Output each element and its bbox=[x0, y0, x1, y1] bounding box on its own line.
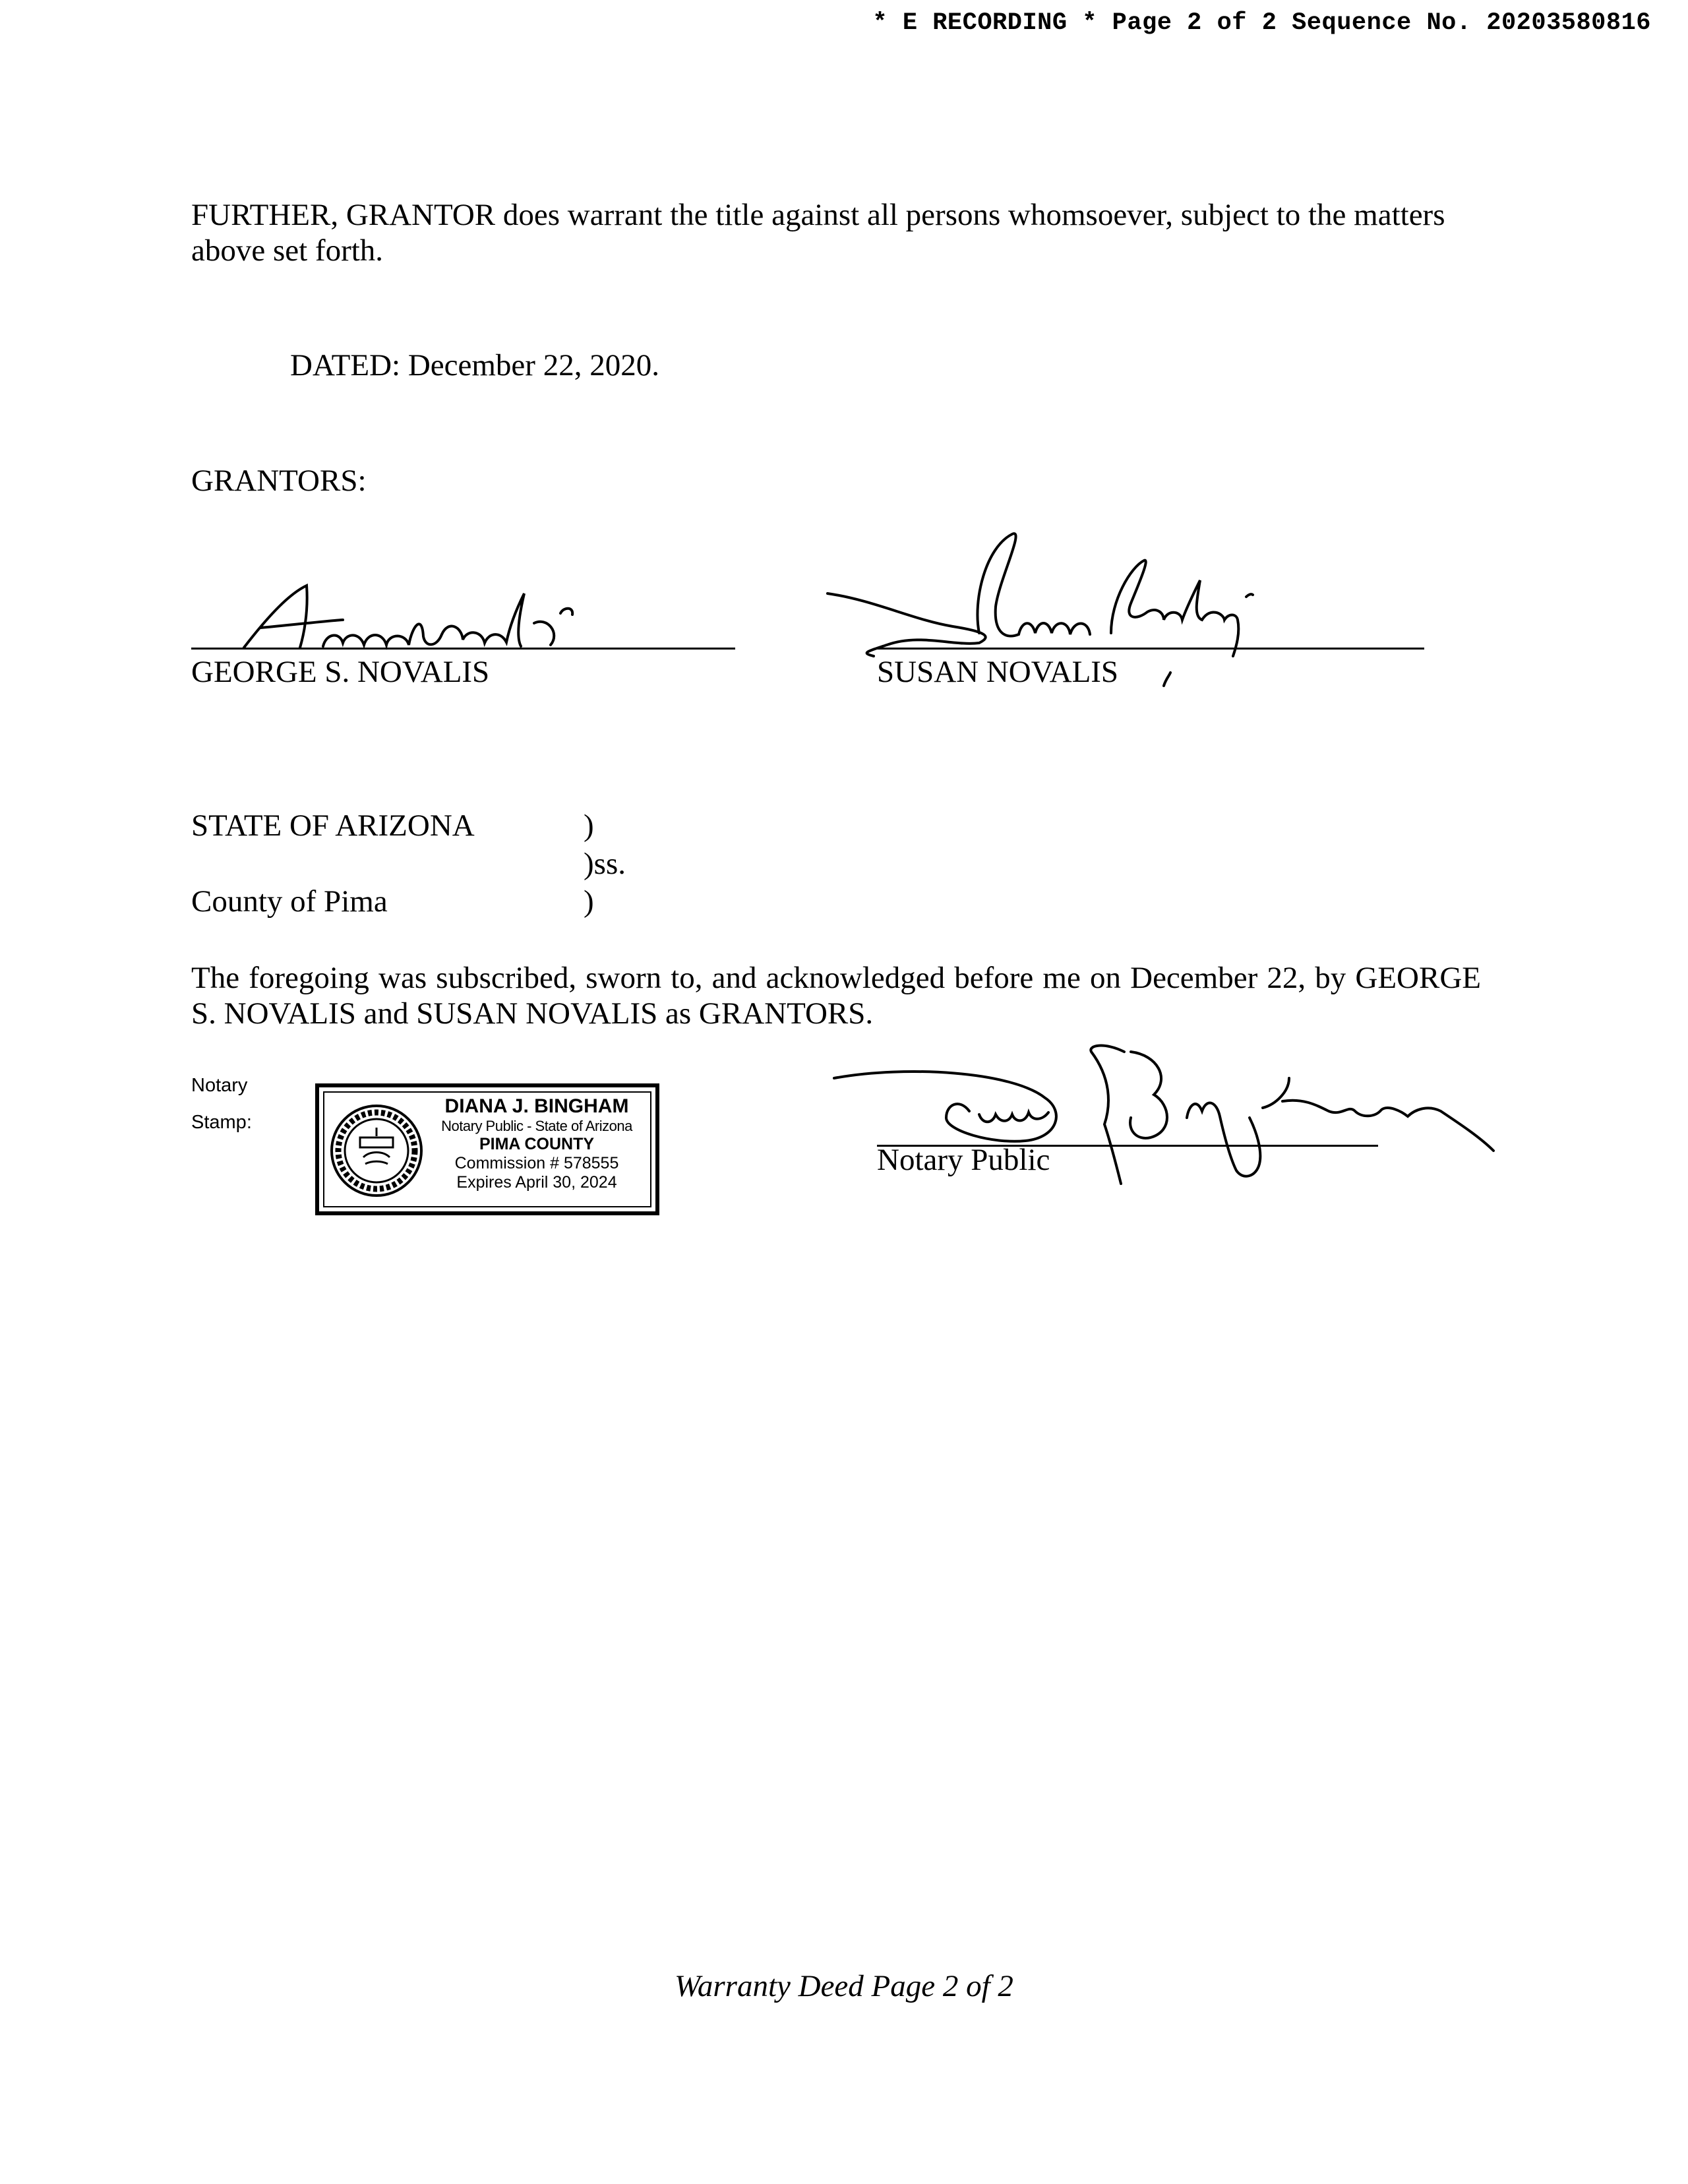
grantor2-name: SUSAN NOVALIS bbox=[877, 655, 1119, 689]
stamp-notary-title: Notary Public - State of Arizona bbox=[441, 1118, 632, 1134]
notary-stamp-label-line2: Stamp: bbox=[191, 1112, 252, 1133]
state-seal-icon bbox=[327, 1098, 426, 1203]
venue-state: STATE OF ARIZONA bbox=[191, 808, 475, 843]
dated-line: DATED: December 22, 2020. bbox=[290, 348, 659, 382]
grantor1-signature bbox=[191, 574, 666, 666]
venue-ss: )ss. bbox=[584, 847, 626, 881]
warranty-paragraph: FURTHER, GRANTOR does warrant the title against all persons whomsoever, subject to the matters above set forth. bbox=[191, 198, 1445, 268]
grantors-heading: GRANTORS: bbox=[191, 464, 367, 498]
recording-header: * E RECORDING * Page 2 of 2 Sequence No. 20203580816 bbox=[872, 9, 1651, 37]
stamp-notary-name: DIANA J. BINGHAM bbox=[444, 1095, 629, 1117]
stamp-county: PIMA COUNTY bbox=[479, 1135, 595, 1153]
venue-county: County of Pima bbox=[191, 884, 388, 919]
grantor1-signature-line bbox=[191, 648, 735, 650]
stamp-commission: Commission # 578555 bbox=[454, 1154, 619, 1172]
notary-stamp bbox=[315, 1083, 659, 1215]
venue-paren-top: ) bbox=[584, 808, 594, 843]
acknowledgment-paragraph: The foregoing was subscribed, sworn to, and acknowledged before me on December 22, by GEORGE S. NOVALIS and SUSAN NOVALIS as GRANTORS. bbox=[191, 961, 1481, 1031]
stamp-expiration: Expires April 30, 2024 bbox=[456, 1173, 617, 1192]
notary-public-label: Notary Public bbox=[877, 1143, 1050, 1177]
venue-paren-bottom: ) bbox=[584, 884, 594, 919]
grantor2-signature-line bbox=[877, 648, 1424, 650]
grantor1-name: GEORGE S. NOVALIS bbox=[191, 655, 490, 689]
page-footer: Warranty Deed Page 2 of 2 bbox=[675, 1969, 1013, 2003]
notary-stamp-label-line1: Notary bbox=[191, 1075, 248, 1096]
notary-stamp-text bbox=[425, 1095, 649, 1192]
